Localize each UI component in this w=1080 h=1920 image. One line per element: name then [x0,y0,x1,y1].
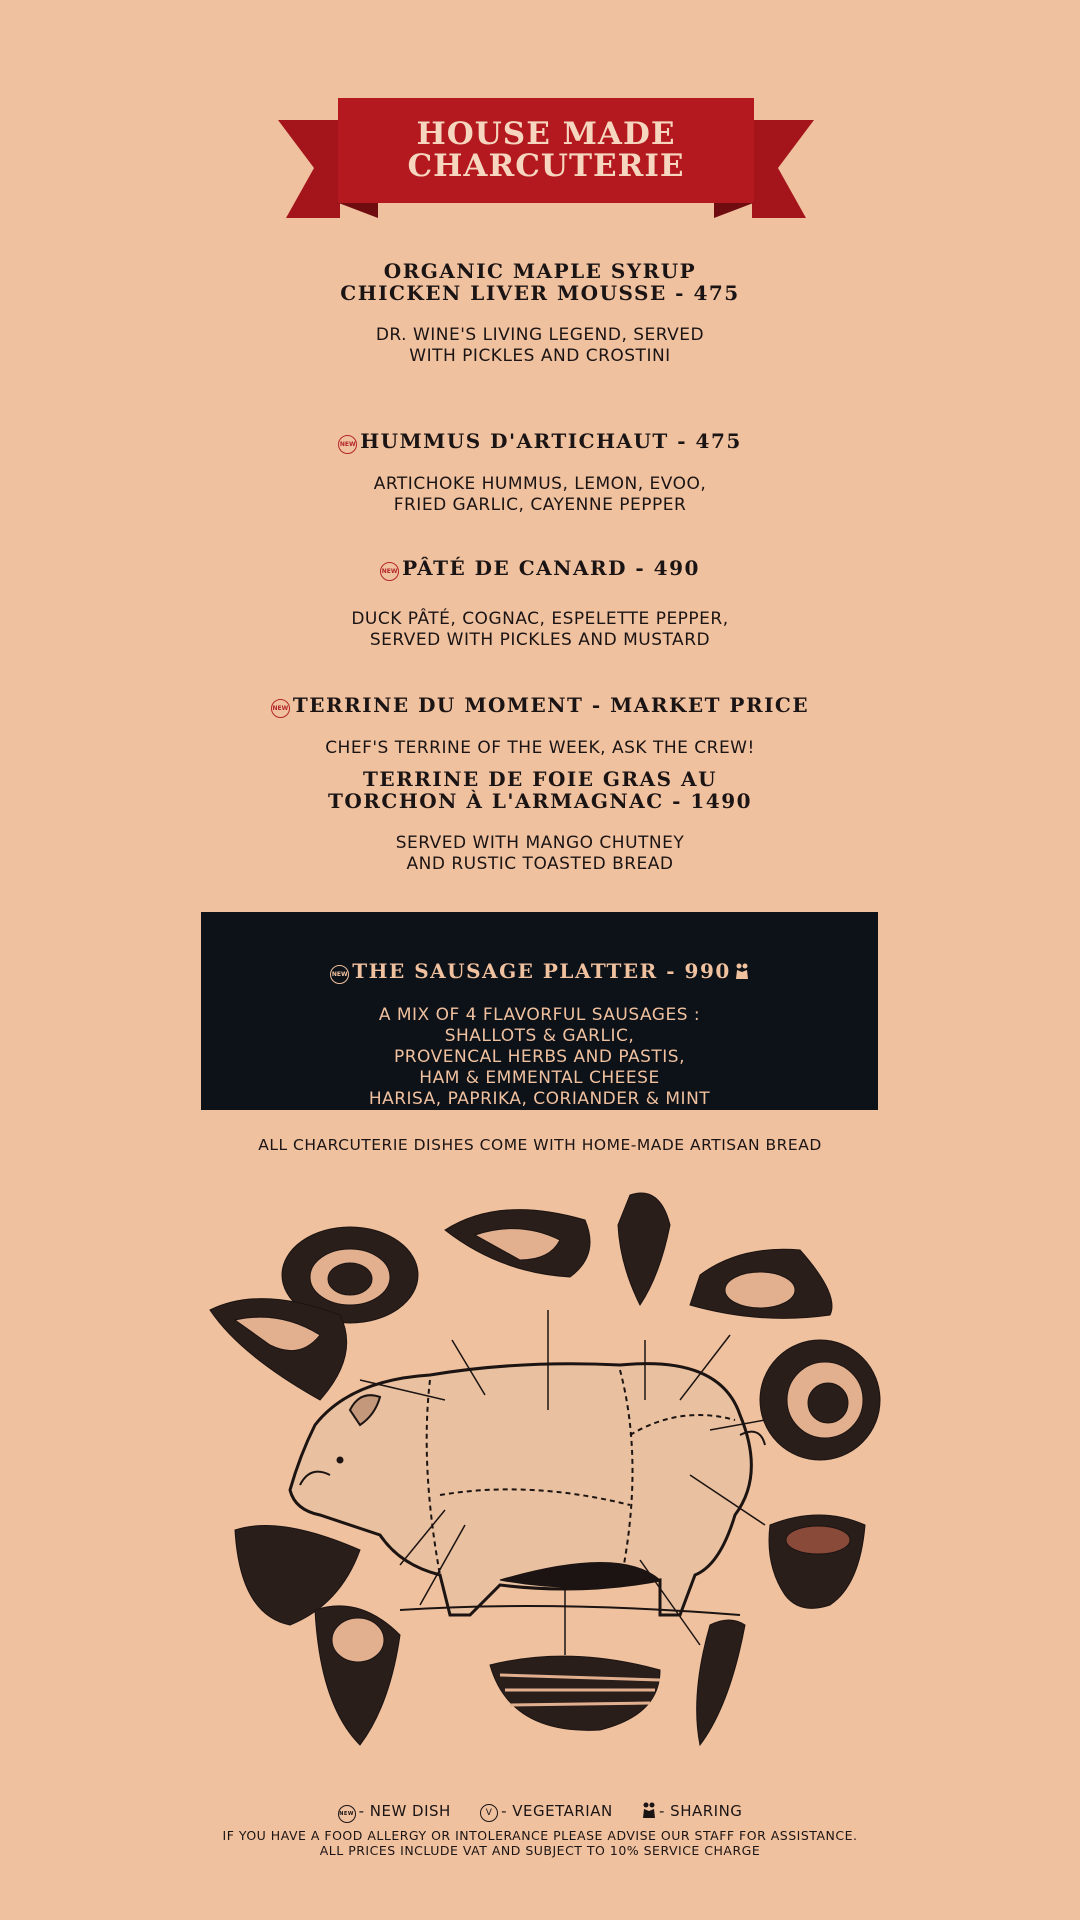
sharing-icon [642,1801,656,1819]
item-description: ARTICHOKE HUMMUS, LEMON, EVOO, FRIED GARLIC, CAYENNE PEPPER [373,474,707,515]
item-description: DUCK PÂTÉ, COGNAC, ESPELETTE PEPPER, SERVED WITH PICKLES AND MUSTARD [351,609,729,650]
platter-description: A MIX OF 4 FLAVORFUL SAUSAGES : SHALLOTS & GARLIC, PROVENCAL HERBS AND PASTIS, HAM & EMMENTAL CHEESE HARISA, PAPRIKA, CORIANDER & MINT [368,1005,711,1109]
legend-sharing-label: - SHARING [659,1802,743,1820]
item-description: DR. WINE'S LIVING LEGEND, SERVED WITH PICKLES AND CROSTINI [375,325,705,366]
item-title: ORGANIC MAPLE SYRUP CHICKEN LIVER MOUSSE - 475 [340,259,740,305]
sausage-platter-panel [201,912,878,1110]
allergy-footnote: IF YOU HAVE A FOOD ALLERGY OR INTOLERANCE PLEASE ADVISE OUR STAFF FOR ASSISTANCE. ALL PRICES INCLUDE VAT AND SUBJECT TO 10% SERVICE CHARGE [222,1828,858,1858]
legend-new-label: - NEW DISH [358,1802,451,1820]
new-dish-icon: NEW [338,1805,356,1823]
symbol-legend [0,1801,1080,1823]
sharing-icon [735,962,749,980]
menu-item [0,768,1080,875]
item-title: HUMMUS D'ARTICHAUT - 475 [360,429,742,453]
menu-item [0,535,1080,651]
legend-vegetarian-label: - VEGETARIAN [501,1802,613,1820]
new-dish-icon: NEW [338,435,357,454]
platter-title: THE SAUSAGE PLATTER - 990 [352,959,731,983]
title-banner [278,98,814,224]
new-dish-icon: NEW [271,699,290,718]
new-dish-icon: NEW [380,562,399,581]
item-description: CHEF'S TERRINE OF THE WEEK, ASK THE CREW! [325,738,755,758]
banner-line-1: HOUSE MADE [416,116,676,152]
menu-item [0,260,1080,367]
legend-sharing [642,1802,742,1820]
item-title: TERRINE DE FOIE GRAS AU TORCHON À L'ARMAGNAC - 1490 [327,767,753,813]
legend-new [338,1802,451,1820]
menu-item [0,672,1080,759]
vegetarian-icon: V [480,1804,498,1822]
pig-butcher-cuts-illustration [200,1185,890,1765]
item-title: TERRINE DU MOMENT - MARKET PRICE [292,693,810,717]
new-dish-icon: NEW [330,965,349,984]
item-title: PÂTÉ DE CANARD - 490 [402,556,700,580]
menu-section-title [338,118,754,182]
legend-vegetarian [480,1802,613,1820]
menu-item [0,408,1080,516]
bread-note: ALL CHARCUTERIE DISHES COME WITH HOME-MADE ARTISAN BREAD [258,1136,822,1154]
item-description: SERVED WITH MANGO CHUTNEY AND RUSTIC TOASTED BREAD [395,833,685,874]
banner-line-2: CHARCUTERIE [407,148,685,184]
